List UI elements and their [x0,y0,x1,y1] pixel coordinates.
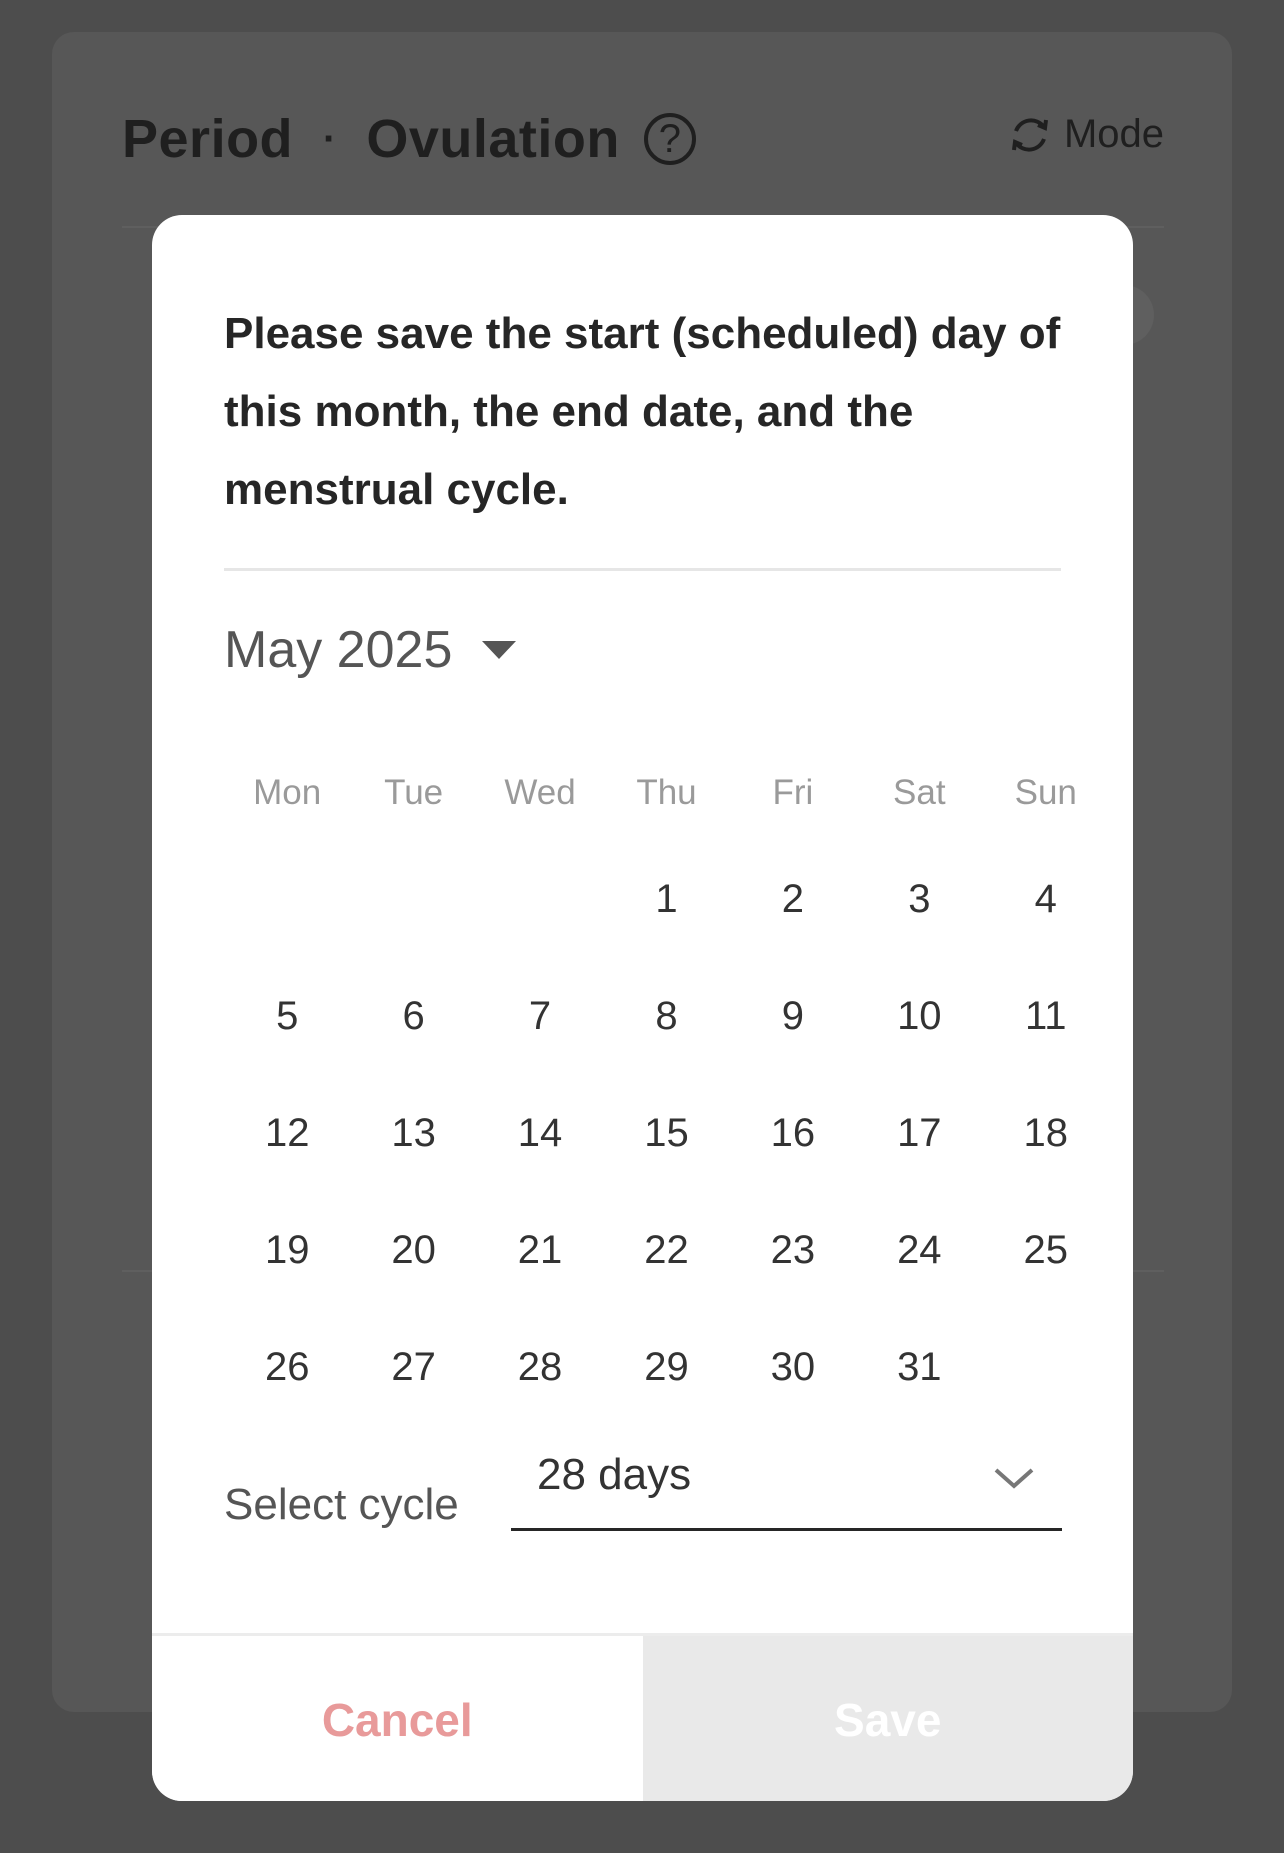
calendar-day[interactable]: 14 [517,1111,563,1155]
mode-label: Mode [1063,112,1164,156]
calendar-day[interactable]: 20 [391,1228,436,1272]
calendar-day[interactable]: 12 [264,1111,310,1155]
weekday-label: Mon [253,773,322,812]
modal-actions [152,1633,1133,1801]
weekday-header [224,745,1109,841]
month-label: May 2025 [224,621,453,679]
calendar-week [224,1309,1109,1426]
calendar-day-empty [477,841,603,958]
calendar-day[interactable]: 8 [655,994,678,1038]
weekday-label: Sat [893,773,946,812]
calendar-day[interactable]: 9 [781,994,805,1038]
calendar-day[interactable]: 5 [276,994,299,1038]
help-icon: ? [644,113,696,165]
calendar-day[interactable]: 13 [391,1111,436,1155]
calendar-day[interactable]: 25 [1023,1228,1068,1272]
calendar-week [224,958,1109,1075]
calendar-day[interactable]: 24 [897,1228,942,1272]
calendar-day[interactable]: 19 [264,1228,310,1272]
calendar-day[interactable]: 27 [391,1345,436,1389]
calendar-day[interactable]: 28 [517,1345,563,1389]
calendar-day[interactable]: 1 [655,877,678,921]
weekday-label: Fri [772,773,814,812]
calendar-day[interactable]: 22 [644,1228,689,1272]
calendar-day[interactable]: 7 [528,994,552,1038]
refresh-icon [1008,113,1052,157]
caret-down-icon [482,641,516,659]
calendar-day[interactable]: 10 [897,994,942,1038]
calendar-grid [224,841,1109,1426]
calendar-week [224,1075,1109,1192]
calendar [224,745,1109,1426]
calendar-day-empty [350,841,476,958]
mode-toggle [1008,112,1164,157]
weekday-label: Tue [384,773,444,812]
background-header [122,108,696,170]
calendar-day[interactable]: 11 [1024,994,1067,1038]
save-button[interactable]: Save [643,1636,1134,1801]
weekday-label: Wed [504,773,576,812]
calendar-day[interactable]: 18 [1023,1111,1068,1155]
calendar-day[interactable]: 2 [781,877,805,921]
title-separator: · [323,116,337,161]
cycle-label: Select cycle [224,1480,459,1529]
calendar-day[interactable]: 6 [402,994,425,1038]
period-settings-modal [152,215,1133,1801]
weekday-label: Thu [636,773,697,812]
modal-message: Please save the start (scheduled) day of this month, the end date, and the menstrual cycle. [224,309,1061,514]
calendar-day[interactable]: 17 [897,1111,942,1155]
calendar-week [224,841,1109,958]
calendar-day-empty [983,1309,1109,1426]
calendar-day[interactable]: 4 [1034,877,1057,921]
cancel-button[interactable]: Cancel [152,1636,643,1801]
calendar-day[interactable]: 16 [770,1111,816,1155]
cycle-select[interactable] [511,1450,1062,1531]
calendar-day[interactable]: 31 [897,1345,942,1389]
tab-ovulation: Ovulation [366,109,620,169]
calendar-day[interactable]: 21 [517,1228,563,1272]
cycle-value: 28 days [537,1450,692,1499]
modal-divider [224,568,1061,571]
calendar-day[interactable]: 15 [644,1111,689,1155]
chevron-down-icon [990,1462,1038,1494]
tab-period: Period [122,109,294,169]
weekday-label: Sun [1014,773,1077,812]
calendar-day[interactable]: 30 [770,1345,816,1389]
calendar-day[interactable]: 23 [770,1228,816,1272]
calendar-day[interactable]: 3 [908,877,931,921]
calendar-day[interactable]: 26 [264,1345,310,1389]
month-selector[interactable] [224,620,516,680]
calendar-day[interactable]: 29 [644,1345,689,1389]
calendar-week [224,1192,1109,1309]
calendar-day-empty [224,841,350,958]
